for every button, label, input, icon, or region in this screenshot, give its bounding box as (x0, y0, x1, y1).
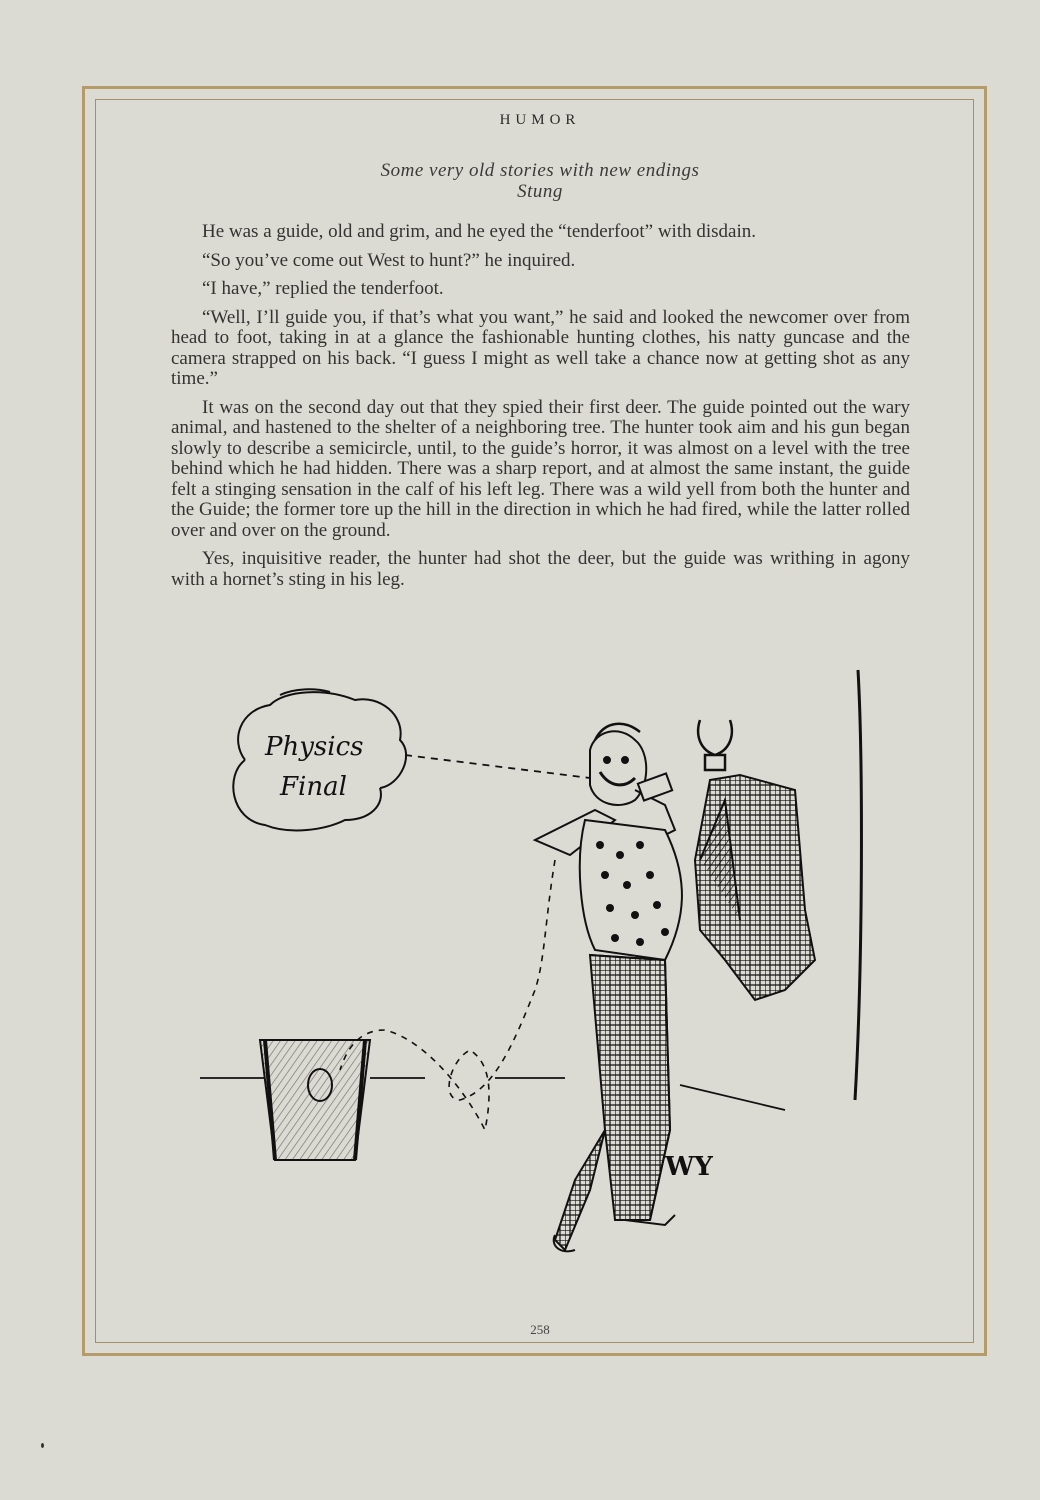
lamp (698, 720, 732, 770)
cartoon-illustration (195, 660, 875, 1260)
story-title: Stung (517, 181, 563, 202)
section-heading: HUMOR (499, 112, 581, 128)
story-body (171, 222, 910, 598)
paragraph: He was a guide, old and grim, and he eyed the “tenderfoot” with disdain. (202, 221, 756, 242)
paragraph: It was on the second day out that they spied their first deer. The guide pointed out the wary animal, and hastened to the shelter of a neighboring tree. The hunter took aim and his gun began slowly to describe a semicircle, until, to the guide’s horror, it was almost on a level with the tree behind which he had hidden. There was a sharp report, and at almost the same instant, the guide felt a stinging sensation in the calf of his left leg. There was a wild yell from both the hunter and the Guide; the former tore up the hill in the direction in which he had fired, while the latter rolled over and over on the ground. (171, 396, 910, 541)
thought-cloud (233, 689, 406, 830)
paper-speck (41, 1443, 44, 1448)
paragraph: Yes, inquisitive reader, the hunter had shot the deer, but the guide was writhing in agony with a hornet’s sting in his leg. (171, 548, 910, 590)
story-heading (0, 160, 1040, 202)
hanging-coat (695, 775, 815, 1000)
page-number: 258 (530, 1322, 550, 1337)
thought-text-physics: Physics (265, 732, 364, 762)
paragraph: “Well, I’ll guide you, if that’s what you want,” he said and looked the newcomer over from head to foot, taking in at a glance the fashionable hunting clothes, his natty guncase and the camera strapped on his back. “I guess I might as well take a chance now at getting shot as any time.” (171, 306, 910, 389)
man-figure (535, 724, 682, 1252)
gaze-dashed-line (405, 755, 590, 778)
paragraph: “So you’ve come out West to hunt?” he inquired. (202, 249, 576, 271)
door-edge (855, 670, 861, 1100)
artist-monogram: WY (665, 1152, 713, 1182)
thought-text-final: Final (280, 772, 347, 802)
paragraph: “I have,” replied the tenderfoot. (202, 278, 444, 299)
story-subtitle: Some very old stories with new endings (380, 160, 700, 181)
bounce-path (340, 860, 555, 1130)
wastebasket (260, 1040, 370, 1160)
